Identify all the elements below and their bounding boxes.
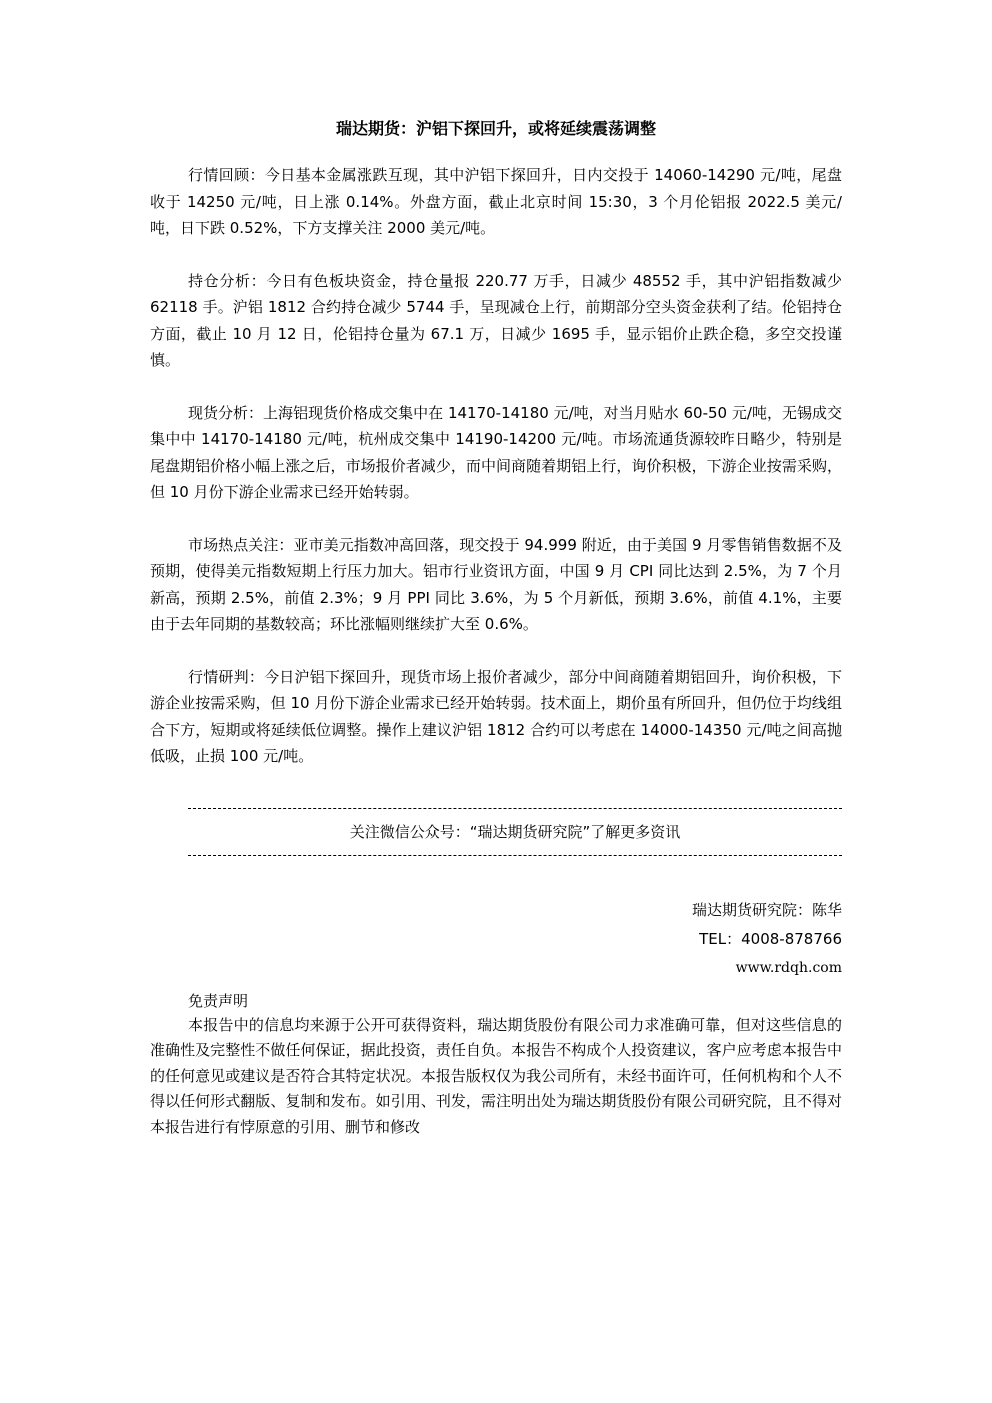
disclaimer-body: 本报告中的信息均来源于公开可获得资料，瑞达期货股份有限公司力求准确可靠，但对这些信息的准确性及完整性不做任何保证，据此投资，责任自负。本报告不构成个人投资建议，客户应考虑本报告中的任何意见或建议是否符合其特定状况。本报告版权仅为我公司所有，未经书面许可，任何机构和个人不得以任何形式翻版、复制和发布。如引用、刊发，需注明出处为瑞达期货股份有限公司研究院，且不得对本报告进行有悖原意的引用、删节和修改 — [150, 1015, 842, 1136]
spot-analysis-paragraph: 现货分析：上海铝现货价格成交集中在 14170-14180 元/吨，对当月贴水 60-50 元/吨，无锡成交集中中 14170-14180 元/吨，杭州成交集中 14190-14200 元/吨。市场流通货源较昨日略少，特别是尾盘期铝价格小幅上涨之后，市场报价者减少，而中间商随着期铝上行，询价积极，下游企业按需采购，但 10 月份下游企业需求已经开始转弱。 — [150, 403, 842, 501]
report-title: 瑞达期货：沪铝下探回升，或将延续震荡调整 — [335, 119, 656, 138]
dashed-divider-bottom — [188, 855, 842, 856]
disclaimer-heading: 免责声明 — [188, 991, 249, 1010]
market-outlook-paragraph: 行情研判：今日沪铝下探回升，现货市场上报价者减少，部分中间商随着期铝回升，询价积极，下游企业按需采购，但 10 月份下游企业需求已经开始转弱。技术面上，期价虽有所回升，但仍位于均线组合下方，短期或将延续低位调整。操作上建议沪铝 1812 合约可以考虑在 14000-14350 元/吨之间高抛低吸，止损 100 元/吨。 — [150, 667, 842, 765]
market-hotspot-paragraph: 市场热点关注：亚市美元指数冲高回落，现交投于 94.999 附近，由于美国 9 月零售销售数据不及预期，使得美元指数短期上行压力加大。铝市行业资讯方面，中国 9 月 CPI 同比达到 2.5%，为 7 个月新高，预期 2.5%，前值 2.3%；9 月 PPI 同比 3.6%，为 5 个月新低，预期 3.6%，前值 4.1%，主要由于去年同期的基数较高；环比涨幅则继续扩大至 0.6%。 — [150, 535, 842, 633]
author-line: 瑞达期货研究院：陈华 — [691, 900, 842, 919]
website-link[interactable]: www.rdqh.com — [735, 959, 842, 976]
market-review-paragraph: 行情回顾：今日基本金属涨跌互现，其中沪铝下探回升，日内交投于 14060-14290 元/吨，尾盘收于 14250 元/吨，日上涨 0.14%。外盘方面，截止北京时间 15:30，3 个月伦铝报 2022.5 美元/吨，日下跌 0.52%，下方支撑关注 2000 美元/吨。 — [150, 166, 842, 237]
wechat-follow-notice: 关注微信公众号：“瑞达期货研究院”了解更多资讯 — [349, 822, 681, 841]
phone-line: TEL：4008-878766 — [699, 929, 842, 948]
signature-block — [150, 896, 842, 983]
report-page — [150, 118, 842, 1140]
position-analysis-paragraph: 持仓分析：今日有色板块资金，持仓量报 220.77 万手，日减少 48552 手，其中沪铝指数减少 62118 手。沪铝 1812 合约持仓减少 5744 手，呈现减仓上行，前期部分空头资金获利了结。伦铝持仓方面，截止 10 月 12 日，伦铝持仓量为 67.1 万，日减少 1695 手，显示铝价止跌企稳，多空交投谨慎。 — [150, 271, 842, 369]
